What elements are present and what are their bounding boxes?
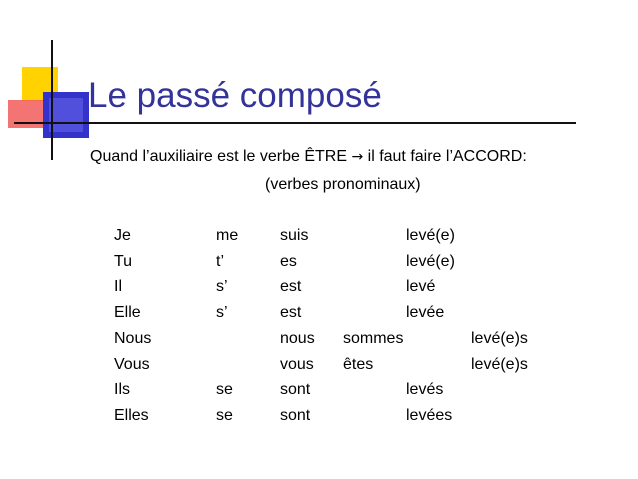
- participle-cell: levé(e): [406, 227, 455, 244]
- table-row: [0, 355, 638, 377]
- intro-text: [90, 147, 527, 167]
- reflexive-pronoun-cell: se: [216, 406, 233, 424]
- auxiliary-cell: est: [280, 304, 302, 322]
- participle-alt-cell: levé(e)s: [471, 329, 528, 347]
- table-row: [0, 226, 638, 248]
- participle-alt-cell: levé(e)s: [471, 355, 528, 373]
- table-row: [0, 252, 638, 274]
- auxiliary-alt-cell: sommes: [343, 329, 404, 347]
- intro-text-end: il faut faire l’ACCORD:: [363, 148, 527, 165]
- reflexive-pronoun-cell: me: [216, 227, 239, 244]
- table-row: [0, 277, 638, 299]
- pronoun-cell: Ils: [114, 381, 130, 399]
- reflexive-pronoun-cell: s’: [216, 278, 228, 296]
- pronoun-cell: Tu: [114, 252, 133, 270]
- auxiliary-cell: est: [280, 278, 302, 296]
- auxiliary-cell: nous: [280, 329, 315, 347]
- pronoun-cell: Il: [114, 278, 122, 296]
- table-row: [0, 303, 638, 325]
- participle-cell: levés: [406, 381, 444, 399]
- subtitle: (verbes pronominaux): [265, 176, 421, 193]
- reflexive-pronoun-cell: se: [216, 381, 233, 399]
- participle-cell: levé(e): [406, 252, 455, 270]
- auxiliary-cell: es: [280, 252, 297, 270]
- table-row: [0, 380, 638, 402]
- page-title: Le passé composé: [88, 76, 382, 115]
- auxiliary-cell: suis: [280, 227, 309, 244]
- decor-vertical-line: [51, 40, 53, 160]
- participle-cell: levées: [406, 406, 453, 424]
- auxiliary-cell: sont: [280, 406, 311, 424]
- title-underline: [14, 122, 576, 124]
- pronoun-cell: Vous: [114, 355, 150, 373]
- right-arrow-icon: →: [351, 149, 364, 165]
- auxiliary-alt-cell: êtes: [343, 355, 374, 373]
- reflexive-pronoun-cell: t’: [216, 252, 224, 270]
- participle-cell: levé: [406, 278, 436, 296]
- table-row: [0, 406, 638, 428]
- pronoun-cell: Nous: [114, 329, 152, 347]
- reflexive-pronoun-cell: s’: [216, 304, 228, 322]
- pronoun-cell: Je: [114, 227, 131, 244]
- auxiliary-cell: sont: [280, 381, 311, 399]
- auxiliary-cell: vous: [280, 355, 314, 373]
- pronoun-cell: Elle: [114, 304, 141, 322]
- intro-text-start: Quand l’auxiliaire est le verbe ÊTRE: [90, 148, 352, 165]
- table-row: [0, 329, 638, 351]
- participle-cell: levée: [406, 304, 445, 322]
- pronoun-cell: Elles: [114, 406, 149, 424]
- decor-blue-inner-square: [49, 98, 83, 132]
